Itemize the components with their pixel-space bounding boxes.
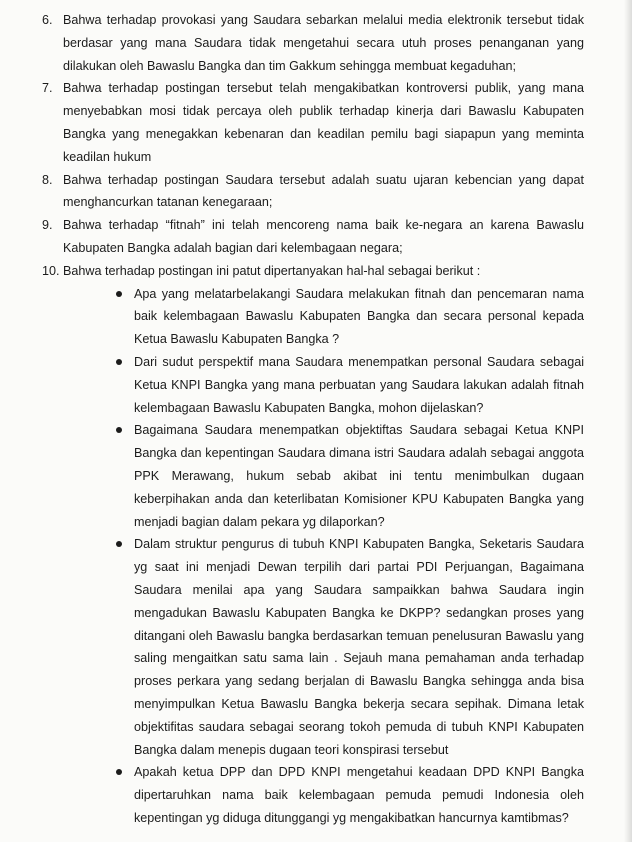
question-item <box>109 533 584 761</box>
item-number: 8. <box>42 172 53 187</box>
question-text: Dari sudut perspektif mana Saudara menempatkan personal Saudara sebagai Ketua KNPI Bangka yang mana perbuatan yang Saudara lakukan adalah fitnah kelembagaan Bawaslu Kabupaten Bangka, mohon dijelaskan? <box>134 354 584 415</box>
question-text: Bagaimana Saudara menempatkan objektiftas Saudara sebagai Ketua KNPI Bangka dan kepentingan Saudara dimana istri Saudara adalah sebagai anggota PPK Merawang, hukum sebab akibat ini tentu menimbulkan dugaan keberpihakan anda dan keterlibatan Komisioner KPU Kabupaten Bangka yang menjadi bagian dalam pekara yg dilaporkan? <box>134 423 584 529</box>
item-text: Bahwa terhadap postingan tersebut telah mengakibatkan kontroversi publik, yang mana menyebabkan mosi tidak percaya oleh publik terhadap kinerja dari Bawaslu Kabupaten Bangka yang menegakkan kebenaran dan keadilan pemilu bagi siapapun yang meminta keadilan hukum <box>63 81 584 164</box>
item-number: 6. <box>42 13 53 27</box>
question-item <box>109 283 584 351</box>
scan-edge-shadow <box>624 0 632 842</box>
question-item <box>109 419 584 533</box>
question-item <box>109 761 584 829</box>
question-list <box>109 283 584 830</box>
numbered-list <box>0 9 632 830</box>
list-item-10 <box>0 260 632 830</box>
item-text: Bahwa terhadap “fitnah” ini telah mencoreng nama baik ke-negara an karena Bawaslu Kabupaten Bangka adalah bagian dari kelembagaan negara; <box>63 218 584 255</box>
item-number: 9. <box>42 218 53 233</box>
item-text: Bahwa terhadap postingan ini patut dipertanyakan hal-hal sebagai berikut : <box>63 263 481 278</box>
question-item <box>109 351 584 419</box>
item-number: 10. <box>42 263 60 278</box>
bullet-icon <box>116 769 122 775</box>
list-item-7 <box>0 77 632 168</box>
item-text: Bahwa terhadap provokasi yang Saudara sebarkan melalui media elektronik tersebut tidak berdasar yang mana Saudara tidak mengetahui secara utuh proses penanganan yang dilakukan oleh Bawaslu Bangka dan tim Gakkum sehingga membuat kegaduhan; <box>63 13 584 73</box>
bullet-icon <box>116 291 122 297</box>
item-number: 7. <box>42 81 53 96</box>
list-item-9 <box>0 214 632 260</box>
question-text: Dalam struktur pengurus di tubuh KNPI Kabupaten Bangka, Seketaris Saudara yg saat ini menjadi Dewan terpilih dari partai PDI Perjuangan, Bagaimana Saudara menilai apa yang Saudara sampaikkan bahwa Saudara ingin mengadukan Bawaslu Kabupaten Bangka ke DKPP? sedangkan proses yang ditangani oleh Bawaslu bangka berdasarkan temuan penelusuran Bawaslu yang saling mengaitkan satu sama lain . Sejauh mana pemahaman anda terhadap proses perkara yang sedang berjalan di Bawaslu Bangka sehingga anda bisa menyimpulkan Ketua Bawaslu Bangka bekerja secara sepihak. Dimana letak objektifitas saudara sebagai seorang tokoh pemuda di tubuh KNPI Kabupaten Bangka dalam menepis dugaan teori konspirasi tersebut <box>134 537 584 757</box>
list-item-6 <box>0 9 632 77</box>
question-text: Apakah ketua DPP dan DPD KNPI mengetahui keadaan DPD KNPI Bangka dipertaruhkan nama baik kelembagaan pemuda pemudi Indonesia oleh kepentingan yg diduga ditunggangi yg mengakibatkan hancurnya kamtibmas? <box>134 765 584 825</box>
list-item-8 <box>0 169 632 215</box>
bullet-icon <box>116 359 122 365</box>
bullet-icon <box>116 541 122 547</box>
item-text: Bahwa terhadap postingan Saudara tersebut adalah suatu ujaran kebencian yang dapat menghancurkan tatanan kenegaraan; <box>63 172 584 210</box>
bullet-icon <box>116 427 122 433</box>
question-text: Apa yang melatarbelakangi Saudara melakukan fitnah dan pencemaran nama baik kelembagaan Bawaslu Kabupaten Bangka dan secara personal kepada Ketua Bawaslu Kabupaten Bangka ? <box>134 286 584 347</box>
